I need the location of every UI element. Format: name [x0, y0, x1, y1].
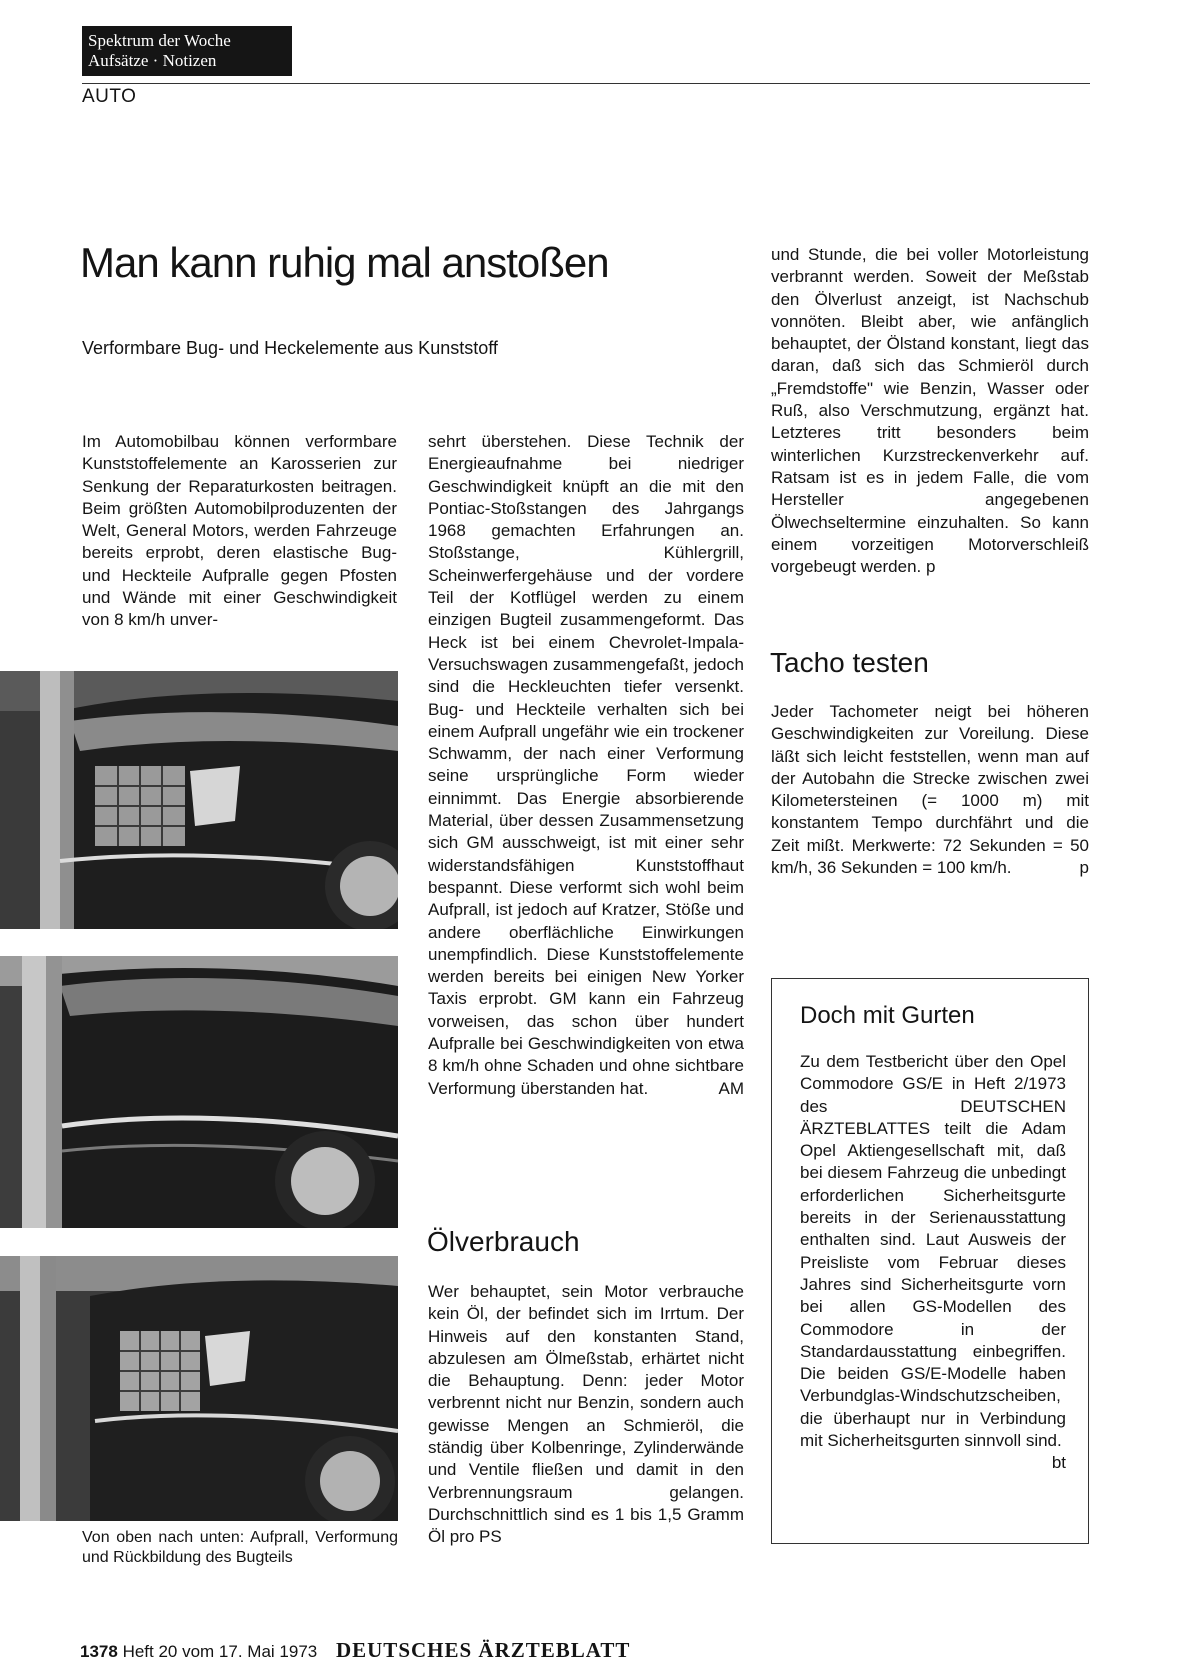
author-sign-bt: bt	[1051, 1453, 1066, 1473]
tacho-text: Jeder Tachometer neigt bei höheren Geschwindigkeiten zur Voreilung. Diese läßt sich leicht feststellen, wenn man auf der Autobahn die Strecke zwischen zwei Kilometersteinen (= 1000 m) mit konstantem Tempo durchfährt und die Zeit mißt. Merkwerte: 72 Sekunden = 50 km/h, 36 Sekunden = 100 km/h.	[771, 702, 1089, 878]
tacho-text-block	[771, 701, 1089, 879]
photo-caption: Von oben nach unten: Aufprall, Verformung und Rückbildung des Bugteils	[82, 1529, 398, 1566]
rubric-line-2: Aufsätze · Notizen	[88, 51, 217, 70]
photo-deformation	[0, 956, 398, 1228]
article-column-2-text: sehrt überstehen. Diese Technik der Energieaufnahme bei niedriger Geschwindigkeit knüpft an die mit den Pontiac-Stoßstangen des Jahrgangs 1968 gemachten Erfahrungen an. Stoßstange, Kühlergrill, Scheinwerfergehäuse und der vordere Teil der Kotflügel werden zu einem einzigen Bugteil zusammengeformt. Das Heck ist bei einem Chevrolet-Impala-Versuchswagen zusammengefaßt, jedoch sind die Heckleuchten tiefer versenkt. Bug- und Heckteile verhalten sich bei einem Aufprall ungefähr wie ein trockener Schwamm, der nach einer Verformung seine ursprüngliche Form wieder einnimmt. Das Energie absorbierende Material, über dessen Zusammensetzung sich GM ausschweigt, ist mit einer sehr widerstandsfähigen Kunststoffhaut bespannt. Diese verformt sich wohl beim Aufprall, ist jedoch auf Kratzer, Stöße und andere oberflächliche Einwirkungen unempfindlich. Diese Kunststoffelemente werden bereits bei einigen New Yorker Taxis erprobt. GM kann ein Fahrzeug vorweisen, das schon über hundert Aufpralle bei Geschwindigkeiten von etwa 8 km/h ohne Schaden und ohne sichtbare Verformung überstanden hat.	[428, 432, 744, 1098]
magazine-name: DEUTSCHES ÄRZTEBLATT	[335, 1638, 631, 1662]
header-rule	[82, 83, 1090, 84]
photo-recovery	[0, 1256, 398, 1521]
tacho-heading: Tacho testen	[770, 647, 929, 678]
issue-info: Heft 20 vom 17. Mai 1973	[122, 1642, 318, 1661]
author-sign-am: AM	[718, 1078, 744, 1098]
oelverbrauch-column-3	[771, 244, 1089, 578]
photo-impact	[0, 671, 398, 929]
oelverbrauch-heading: Ölverbrauch	[427, 1226, 580, 1257]
author-sign-p-1: p	[926, 557, 936, 577]
oelverbrauch-column-3-text: und Stunde, die bei voller Motorleistung verbrannt werden. Soweit der Meßstab den Ölverlust anzeigt, ist Nachschub vonnöten. Bleibt aber, wie anfänglich behauptet, der Ölstand konstant, liegt das daran, daß sich das Schmieröl durch „Fremdstoffe" wie Benzin, Wasser oder Ruß, also Verschmutzung, ergänzt hat. Letzteres tritt besonders beim winterlichen Kurzstreckenverkehr auf. Ratsam ist es in jedem Falle, die vom Hersteller angegebenen Ölwechseltermine einzuhalten. So kann einem vorzeitigen Motorverschleiß vorgebeugt werden.	[771, 245, 1089, 577]
article-title: Man kann ruhig mal anstoßen	[80, 239, 609, 286]
rubric-box	[82, 26, 292, 76]
page-number: 1378	[80, 1642, 118, 1661]
article-column-2	[428, 431, 744, 1100]
section-label: AUTO	[82, 86, 137, 107]
article-subtitle: Verformbare Bug- und Heckelemente aus Kunststoff	[82, 338, 498, 358]
article-column-1: Im Automobilbau können verformbare Kunststoffelemente an Karosserien zur Senkung der Reparaturkosten beitragen. Beim größten Automobilproduzenten der Welt, General Motors, werden Fahrzeuge bereits erprobt, deren elastische Bug- und Heckteile Aufpralle gegen Pfosten und Wände mit einer Geschwindigkeit von 8 km/h unver-	[82, 432, 397, 630]
rubric-line-1: Spektrum der Woche	[88, 31, 231, 50]
gurte-text-block	[800, 1051, 1066, 1475]
oelverbrauch-column-2: Wer behauptet, sein Motor verbrauche kein Öl, der befindet sich im Irrtum. Der Hinweis auf den konstanten Stand, abzulesen am Ölmeßstab, erhärtet nicht die Behauptung. Denn: jeder Motor verbrennt nicht nur Benzin, sondern auch gewisse Mengen an Schmieröl, die ständig über Kolbenringe, Zylinderwände und Ventile fließen und damit in den Verbrennungsraum gelangen. Durchschnittlich sind es 1 bis 1,5 Gramm Öl pro PS	[428, 1282, 744, 1547]
page-footer	[80, 1638, 630, 1663]
author-sign-p-2: p	[1079, 858, 1089, 878]
gurte-heading: Doch mit Gurten	[800, 1002, 975, 1029]
gurte-text: Zu dem Testbericht über den Opel Commodore GS/E in Heft 2/1973 des DEUTSCHEN ÄRZTEBLATTES teilt die Adam Opel Aktiengesellschaft mit, daß bei diesem Fahrzeug die unbedingt erforderlichen Sicherheitsgurte bereits in der Serienausstattung enthalten sind. Laut Ausweis der Preisliste vom Februar dieses Jahres sind Sicherheitsgurte vorn bei allen GS-Modellen des Commodore in der Standardausstattung einbegriffen. Die beiden GS/E-Modelle haben Verbundglas-Windschutzscheiben, die überhaupt nur in Verbindung mit Sicherheitsgurten sinnvoll sind.	[800, 1052, 1066, 1451]
